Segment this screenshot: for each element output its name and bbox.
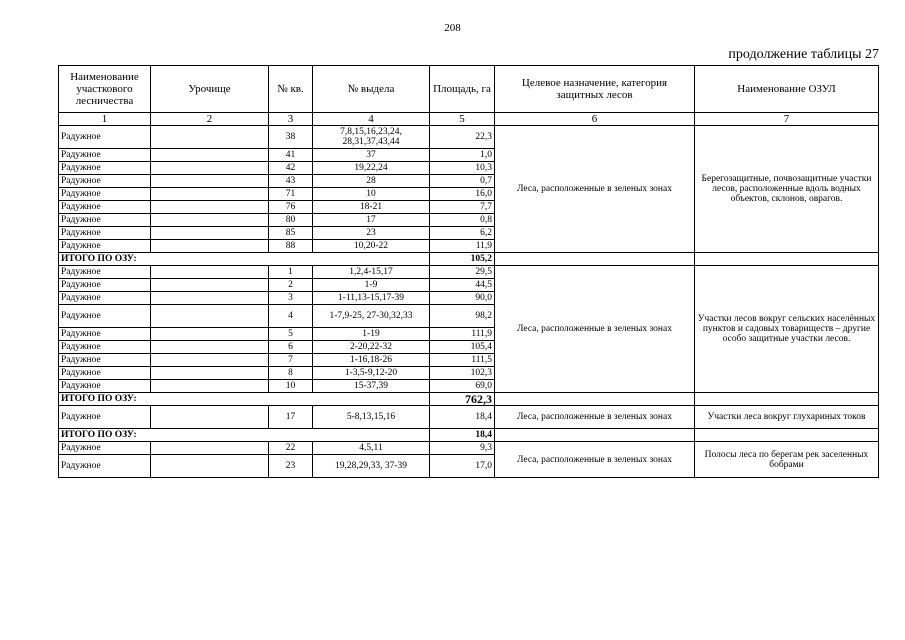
total-row bbox=[59, 393, 879, 406]
cell-quarter-number: 38 bbox=[269, 126, 313, 149]
header-quarter-number: № кв. bbox=[269, 66, 313, 113]
total-empty-cell bbox=[495, 393, 695, 406]
cell-quarter-number: 17 bbox=[269, 406, 313, 429]
cell-area: 11,9 bbox=[430, 240, 495, 253]
cell-area: 98,2 bbox=[430, 305, 495, 328]
column-number: 3 bbox=[269, 113, 313, 126]
cell-allotment-number: 1-11,13-15,17-39 bbox=[313, 292, 430, 305]
cell-area: 111,9 bbox=[430, 328, 495, 341]
cell-quarter-number: 22 bbox=[269, 442, 313, 455]
cell-area: 102,3 bbox=[430, 367, 495, 380]
cell-forestry-name: Радужное bbox=[59, 341, 151, 354]
cell-allotment-number: 10 bbox=[313, 188, 430, 201]
cell-allotment-number: 37 bbox=[313, 149, 430, 162]
cell-area: 0,7 bbox=[430, 175, 495, 188]
cell-quarter-number: 23 bbox=[269, 455, 313, 478]
cell-urochishche bbox=[151, 279, 269, 292]
cell-urochishche bbox=[151, 214, 269, 227]
total-value: 105,2 bbox=[430, 253, 495, 266]
cell-quarter-number: 7 bbox=[269, 354, 313, 367]
column-number: 4 bbox=[313, 113, 430, 126]
cell-quarter-number: 10 bbox=[269, 380, 313, 393]
cell-allotment-number: 1-16,18-26 bbox=[313, 354, 430, 367]
cell-urochishche bbox=[151, 201, 269, 214]
cell-forestry-name: Радужное bbox=[59, 175, 151, 188]
cell-allotment-number: 10,20-22 bbox=[313, 240, 430, 253]
cell-area: 105,4 bbox=[430, 341, 495, 354]
cell-quarter-number: 4 bbox=[269, 305, 313, 328]
cell-quarter-number: 43 bbox=[269, 175, 313, 188]
cell-forestry-name: Радужное bbox=[59, 442, 151, 455]
total-value: 18,4 bbox=[430, 429, 495, 442]
cell-ozul-name: Берегозащитные, почвозащитные участки лесов, расположенные вдоль водных объектов, склонов, оврагов. bbox=[695, 126, 879, 253]
cell-urochishche bbox=[151, 328, 269, 341]
total-empty-cell bbox=[495, 429, 695, 442]
cell-quarter-number: 3 bbox=[269, 292, 313, 305]
cell-allotment-number: 15-37,39 bbox=[313, 380, 430, 393]
cell-urochishche bbox=[151, 162, 269, 175]
cell-quarter-number: 76 bbox=[269, 201, 313, 214]
cell-quarter-number: 5 bbox=[269, 328, 313, 341]
cell-quarter-number: 41 bbox=[269, 149, 313, 162]
total-row bbox=[59, 253, 879, 266]
column-number: 2 bbox=[151, 113, 269, 126]
cell-forestry-name: Радужное bbox=[59, 266, 151, 279]
cell-area: 90,0 bbox=[430, 292, 495, 305]
total-empty-cell bbox=[695, 429, 879, 442]
cell-quarter-number: 88 bbox=[269, 240, 313, 253]
cell-area: 6,2 bbox=[430, 227, 495, 240]
page-number: 208 bbox=[444, 22, 461, 34]
total-label: ИТОГО ПО ОЗУ: bbox=[59, 393, 430, 406]
cell-allotment-number: 17 bbox=[313, 214, 430, 227]
cell-allotment-number: 1,2,4-15,17 bbox=[313, 266, 430, 279]
cell-area: 17,0 bbox=[430, 455, 495, 478]
table-row bbox=[59, 442, 879, 455]
cell-urochishche bbox=[151, 240, 269, 253]
cell-purpose: Леса, расположенные в зеленых зонах bbox=[495, 126, 695, 253]
cell-forestry-name: Радужное bbox=[59, 240, 151, 253]
column-number: 6 bbox=[495, 113, 695, 126]
cell-area: 9,3 bbox=[430, 442, 495, 455]
cell-area: 69,0 bbox=[430, 380, 495, 393]
header-forestry-name: Наименование участкового лесничества bbox=[59, 66, 151, 113]
cell-allotment-number: 5-8,13,15,16 bbox=[313, 406, 430, 429]
cell-urochishche bbox=[151, 380, 269, 393]
cell-forestry-name: Радужное bbox=[59, 455, 151, 478]
cell-forestry-name: Радужное bbox=[59, 354, 151, 367]
cell-urochishche bbox=[151, 406, 269, 429]
cell-urochishche bbox=[151, 367, 269, 380]
table-row bbox=[59, 406, 879, 429]
cell-allotment-number: 4,5,11 bbox=[313, 442, 430, 455]
cell-area: 1,0 bbox=[430, 149, 495, 162]
table-row bbox=[59, 126, 879, 149]
cell-forestry-name: Радужное bbox=[59, 328, 151, 341]
total-label: ИТОГО ПО ОЗУ: bbox=[59, 429, 430, 442]
table-row bbox=[59, 266, 879, 279]
cell-forestry-name: Радужное bbox=[59, 380, 151, 393]
cell-urochishche bbox=[151, 126, 269, 149]
cell-quarter-number: 71 bbox=[269, 188, 313, 201]
total-value: 762,3 bbox=[430, 393, 495, 406]
total-row bbox=[59, 429, 879, 442]
cell-allotment-number: 1-3,5-9,12-20 bbox=[313, 367, 430, 380]
cell-quarter-number: 85 bbox=[269, 227, 313, 240]
cell-forestry-name: Радужное bbox=[59, 201, 151, 214]
total-empty-cell bbox=[695, 393, 879, 406]
cell-urochishche bbox=[151, 175, 269, 188]
total-empty-cell bbox=[495, 253, 695, 266]
cell-area: 18,4 bbox=[430, 406, 495, 429]
cell-allotment-number: 23 bbox=[313, 227, 430, 240]
cell-allotment-number: 1-19 bbox=[313, 328, 430, 341]
cell-area: 0,8 bbox=[430, 214, 495, 227]
cell-forestry-name: Радужное bbox=[59, 126, 151, 149]
cell-forestry-name: Радужное bbox=[59, 227, 151, 240]
cell-allotment-number: 2-20,22-32 bbox=[313, 341, 430, 354]
cell-ozul-name: Полосы леса по берегам рек заселенных бобрами bbox=[695, 442, 879, 478]
table-body bbox=[59, 126, 879, 478]
cell-urochishche bbox=[151, 266, 269, 279]
cell-quarter-number: 80 bbox=[269, 214, 313, 227]
cell-allotment-number: 1-7,9-25, 27-30,32,33 bbox=[313, 305, 430, 328]
cell-quarter-number: 42 bbox=[269, 162, 313, 175]
cell-area: 111,5 bbox=[430, 354, 495, 367]
cell-forestry-name: Радужное bbox=[59, 406, 151, 429]
column-number-row bbox=[59, 113, 879, 126]
cell-urochishche bbox=[151, 341, 269, 354]
cell-allotment-number: 19,22,24 bbox=[313, 162, 430, 175]
cell-allotment-number: 19,28,29,33, 37-39 bbox=[313, 455, 430, 478]
cell-urochishche bbox=[151, 305, 269, 328]
table-continuation-caption: продолжение таблицы 27 bbox=[728, 47, 879, 62]
cell-forestry-name: Радужное bbox=[59, 305, 151, 328]
cell-urochishche bbox=[151, 227, 269, 240]
total-empty-cell bbox=[695, 253, 879, 266]
cell-area: 29,5 bbox=[430, 266, 495, 279]
header-area: Площадь, га bbox=[430, 66, 495, 113]
cell-allotment-number: 18-21 bbox=[313, 201, 430, 214]
cell-urochishche bbox=[151, 442, 269, 455]
header-allotment-number: № выдела bbox=[313, 66, 430, 113]
cell-purpose: Леса, расположенные в зеленых зонах bbox=[495, 406, 695, 429]
cell-purpose: Леса, расположенные в зеленых зонах bbox=[495, 266, 695, 393]
cell-forestry-name: Радужное bbox=[59, 292, 151, 305]
cell-forestry-name: Радужное bbox=[59, 162, 151, 175]
cell-ozul-name: Участки леса вокруг глухариных токов bbox=[695, 406, 879, 429]
cell-forestry-name: Радужное bbox=[59, 188, 151, 201]
cell-urochishche bbox=[151, 149, 269, 162]
cell-area: 7,7 bbox=[430, 201, 495, 214]
column-number: 5 bbox=[430, 113, 495, 126]
cell-area: 44,5 bbox=[430, 279, 495, 292]
cell-allotment-number: 28 bbox=[313, 175, 430, 188]
table-header-row bbox=[59, 66, 879, 113]
cell-urochishche bbox=[151, 188, 269, 201]
cell-area: 10,3 bbox=[430, 162, 495, 175]
cell-area: 22,3 bbox=[430, 126, 495, 149]
total-label: ИТОГО ПО ОЗУ: bbox=[59, 253, 430, 266]
header-urochishche: Урочище bbox=[151, 66, 269, 113]
cell-allotment-number: 1-9 bbox=[313, 279, 430, 292]
header-ozul-name: Наименование ОЗУЛ bbox=[695, 66, 879, 113]
cell-forestry-name: Радужное bbox=[59, 367, 151, 380]
column-number: 7 bbox=[695, 113, 879, 126]
cell-forestry-name: Радужное bbox=[59, 214, 151, 227]
cell-quarter-number: 6 bbox=[269, 341, 313, 354]
cell-urochishche bbox=[151, 354, 269, 367]
cell-forestry-name: Радужное bbox=[59, 149, 151, 162]
cell-forestry-name: Радужное bbox=[59, 279, 151, 292]
cell-quarter-number: 1 bbox=[269, 266, 313, 279]
ozu-table bbox=[58, 65, 879, 478]
cell-urochishche bbox=[151, 292, 269, 305]
cell-allotment-number: 7,8,15,16,23,24, 28,31,37,43,44 bbox=[313, 126, 430, 149]
cell-urochishche bbox=[151, 455, 269, 478]
cell-quarter-number: 2 bbox=[269, 279, 313, 292]
cell-purpose: Леса, расположенные в зеленых зонах bbox=[495, 442, 695, 478]
column-number: 1 bbox=[59, 113, 151, 126]
cell-area: 16,0 bbox=[430, 188, 495, 201]
cell-ozul-name: Участки лесов вокруг сельских населённых пунктов и садовых товариществ – другие особо защитные участки лесов. bbox=[695, 266, 879, 393]
cell-quarter-number: 8 bbox=[269, 367, 313, 380]
header-purpose: Целевое назначение, категория защитных лесов bbox=[495, 66, 695, 113]
